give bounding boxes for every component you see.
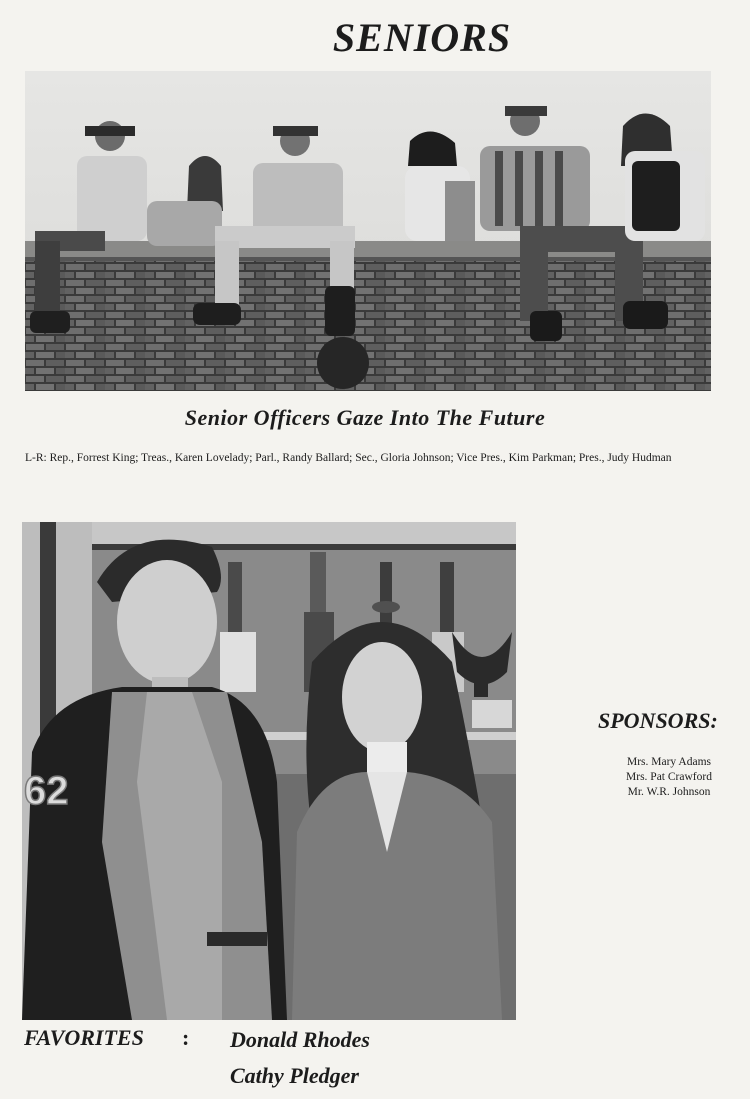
favorite-name: Donald Rhodes: [230, 1027, 370, 1052]
sponsors-heading: SPONSORS:: [598, 708, 718, 733]
favorite-name: Cathy Pledger: [230, 1063, 359, 1088]
page-title: SENIORS: [332, 15, 512, 60]
sponsor-name: Mrs. Pat Crawford: [626, 771, 712, 783]
officers-headline: Senior Officers Gaze Into The Future: [184, 405, 546, 430]
favorites-separator: :: [182, 1025, 190, 1050]
favorites-photo: [22, 522, 516, 1020]
senior-officers-photo: [25, 71, 711, 391]
jacket-number: 62: [24, 769, 69, 813]
sponsor-name: Mr. W.R. Johnson: [627, 786, 711, 798]
favorites-label: FAVORITES: [24, 1025, 144, 1050]
sponsor-name: Mrs. Mary Adams: [626, 756, 711, 768]
sponsor-list: [604, 755, 734, 800]
officers-caption: L-R: Rep., Forrest King; Treas., Karen Lovelady; Parl., Randy Ballard; Sec., Gloria Johnson; Vice Pres., Kim Parkman; Pres., Judy Hudman: [25, 452, 672, 464]
